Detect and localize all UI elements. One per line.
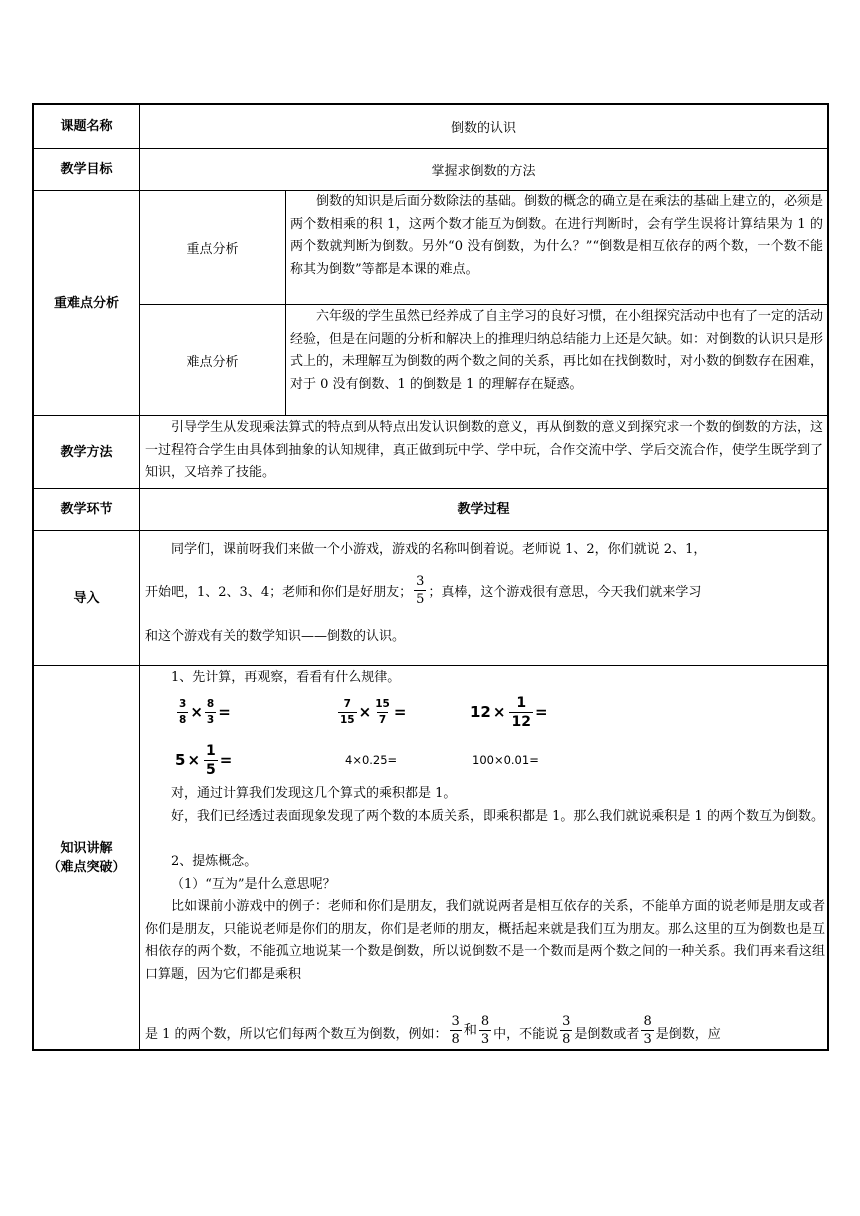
intro-line-3: 和这个游戏有关的数学知识——倒数的认识。 xyxy=(145,629,406,644)
denominator: 8 xyxy=(179,713,187,726)
column-divider xyxy=(285,190,286,415)
denominator: 3 xyxy=(480,1032,490,1047)
times-sign: × xyxy=(187,750,201,769)
denominator: 3 xyxy=(206,713,215,726)
equals-sign: = xyxy=(393,702,407,721)
expr-4 xyxy=(175,744,232,777)
paragraph-result: 对，通过计算我们发现这几个算式的乘积都是 1。 xyxy=(171,786,457,801)
example-text-d: 是倒数，应 xyxy=(655,1027,721,1042)
expr-1 xyxy=(175,699,231,725)
knowledge-label xyxy=(34,666,139,1049)
expr-2-fraction-a xyxy=(338,699,357,725)
fraction-three-eighths-2 xyxy=(560,1015,572,1046)
times-sign: × xyxy=(190,702,203,721)
intro-label: 导入 xyxy=(73,590,100,606)
expr-1-fraction-a xyxy=(177,699,188,725)
intro-line-2-start: 开始吧，1、2、3、4；老师和你们是好朋友； xyxy=(145,584,413,600)
section-header-label: 教学环节 xyxy=(60,502,113,517)
intro-content xyxy=(145,531,825,665)
numerator: 8 xyxy=(206,698,215,710)
example-text-c: 是倒数或者 xyxy=(574,1027,640,1042)
expr-row-2 xyxy=(145,738,825,782)
paragraph-example-line xyxy=(145,996,825,1046)
topic-label: 课题名称 xyxy=(60,119,113,134)
intro-line-2 xyxy=(145,567,825,613)
expr-2-fraction-b xyxy=(373,699,392,725)
denominator: 12 xyxy=(511,713,531,730)
goal-value: 掌握求倒数的方法 xyxy=(431,164,536,179)
fraction-denominator: 5 xyxy=(416,591,425,607)
numerator: 1 xyxy=(206,742,216,759)
example-text-a: 是 1 的两个数，所以它们每两个数互为倒数，例如： xyxy=(145,1027,448,1042)
denominator: 7 xyxy=(378,713,387,726)
lesson-plan-table xyxy=(32,103,829,1051)
method-paragraph: 引导学生从发现乘法算式的特点到从特点出发认识倒数的意义，再从倒数的意义到探究求一个数的倒数的方法，这一过程符合学生由具体到抽象的认知规律，真正做到玩中学、学中玩，合作交流中学、学后交流合作，使学生既学到了知识，又培养了技能。 xyxy=(145,420,823,480)
knowledge-label-main: 知识讲解 xyxy=(60,840,113,856)
expr-6: 100×0.01= xyxy=(472,752,539,767)
step-1: 1、先计算，再观察，看看有什么规律。 xyxy=(171,670,401,685)
equals-sign: = xyxy=(218,702,231,721)
numerator: 8 xyxy=(480,1014,490,1029)
knowledge-content xyxy=(145,666,825,1049)
intro-line-1: 同学们，课前呀我们来做一个小游戏，游戏的名称叫倒着说。老师说 1、2，你们就说 2、1， xyxy=(171,542,707,557)
numerator: 7 xyxy=(343,698,351,710)
expr-1-fraction-b xyxy=(205,699,216,725)
integer: 12 xyxy=(470,702,491,721)
difficulty-paragraph: 六年级的学生虽然已经养成了自主学习的良好习惯，在小组探究活动中也有了一定的活动经验，但是在问题的分析和解决上的推理归纳总结能力上还是欠缺。如：对倒数的认识只是形式上的，未理解互为倒数的两个数之间的关系，再比如在找倒数时，对小数的倒数存在困难，对于 0 没有倒数、1 的倒数是 1 的理解存在疑惑。 xyxy=(290,309,824,392)
times-sign: × xyxy=(358,702,372,721)
step-2: 2、提炼概念。 xyxy=(171,854,258,869)
denominator: 8 xyxy=(562,1032,571,1047)
expr-3-fraction xyxy=(509,696,532,729)
process-header: 教学过程 xyxy=(457,502,510,517)
example-text-b: 中，不能说 xyxy=(493,1027,559,1042)
table-border-right xyxy=(827,103,829,1051)
denominator: 8 xyxy=(451,1032,460,1047)
question-1: （1）“互为”是什么意思呢？ xyxy=(171,877,336,892)
key-point-label: 重点分析 xyxy=(186,242,239,257)
denominator: 15 xyxy=(340,713,355,726)
times-sign: × xyxy=(492,702,506,721)
expr-3 xyxy=(470,696,548,729)
denominator: 5 xyxy=(206,761,216,778)
equals-sign: = xyxy=(534,702,548,721)
fraction-numerator: 3 xyxy=(416,573,425,589)
knowledge-label-sub: （难点突破） xyxy=(47,859,126,875)
method-text xyxy=(145,417,823,488)
expr-row-1 xyxy=(145,690,825,734)
difficulty-text xyxy=(290,306,823,415)
denominator: 3 xyxy=(643,1032,652,1047)
numerator: 3 xyxy=(562,1014,571,1029)
numerator: 15 xyxy=(375,698,390,710)
table-border-bottom xyxy=(32,1049,829,1051)
expr-2 xyxy=(336,699,406,725)
fraction-eight-thirds-2 xyxy=(641,1015,653,1046)
numerator: 3 xyxy=(451,1014,460,1029)
topic-value: 倒数的认识 xyxy=(450,121,516,136)
row-divider xyxy=(32,415,829,416)
key-point-text xyxy=(290,191,823,304)
equals-sign: = xyxy=(219,750,233,769)
fraction-three-fifths xyxy=(414,575,426,606)
integer: 5 xyxy=(175,750,186,769)
paragraph-explanation: 比如课前小游戏中的例子：老师和你们是朋友，我们就说两者是相互依存的关系，不能单方面的说老师是朋友或者你们是朋友，只能说老师是你们的朋友，你们是老师的朋友，概括起来就是我们互为朋友。那么这里的互为倒数也是互相依存的两个数，不能孤立地说某一个数是倒数，所以说倒数不是一个数而是两个数之间的一种关系。我们再来看这组口算题，因为它们都是乘积 xyxy=(145,899,825,982)
paragraph-conclusion: 好，我们已经透过表面现象发现了两个数的本质关系，即乘积都是 1。那么我们就说乘积是 1 的两个数互为倒数。 xyxy=(171,809,824,824)
numerator: 3 xyxy=(179,698,187,710)
intro-line-2-end: ；真棒，这个游戏很有意思，今天我们就来学习 xyxy=(428,584,702,600)
numerator: 8 xyxy=(643,1014,652,1029)
fraction-eight-thirds xyxy=(479,1015,491,1046)
example-and: 和 xyxy=(463,1023,477,1038)
goal-label: 教学目标 xyxy=(60,162,113,177)
method-label: 教学方法 xyxy=(60,444,113,460)
difficulty-label: 难点分析 xyxy=(186,354,239,370)
fraction-three-eighths xyxy=(450,1015,462,1046)
expr-5: 4×0.25= xyxy=(345,752,398,767)
numerator: 1 xyxy=(516,694,527,711)
analysis-label: 重难点分析 xyxy=(53,295,119,311)
key-point-paragraph: 倒数的知识是后面分数除法的基础。倒数的概念的确立是在乘法的基础上建立的，必须是两个数相乘的积 1，这两个数才能互为倒数。在进行判断时，会有学生误将计算结果为 1 的两个数就判断为倒数。另外“0 没有倒数，为什么？”“倒数是相互依存的两个数，一个数不能称其为倒数”等都是本课的难点。 xyxy=(290,194,824,277)
expr-4-fraction xyxy=(204,744,218,777)
